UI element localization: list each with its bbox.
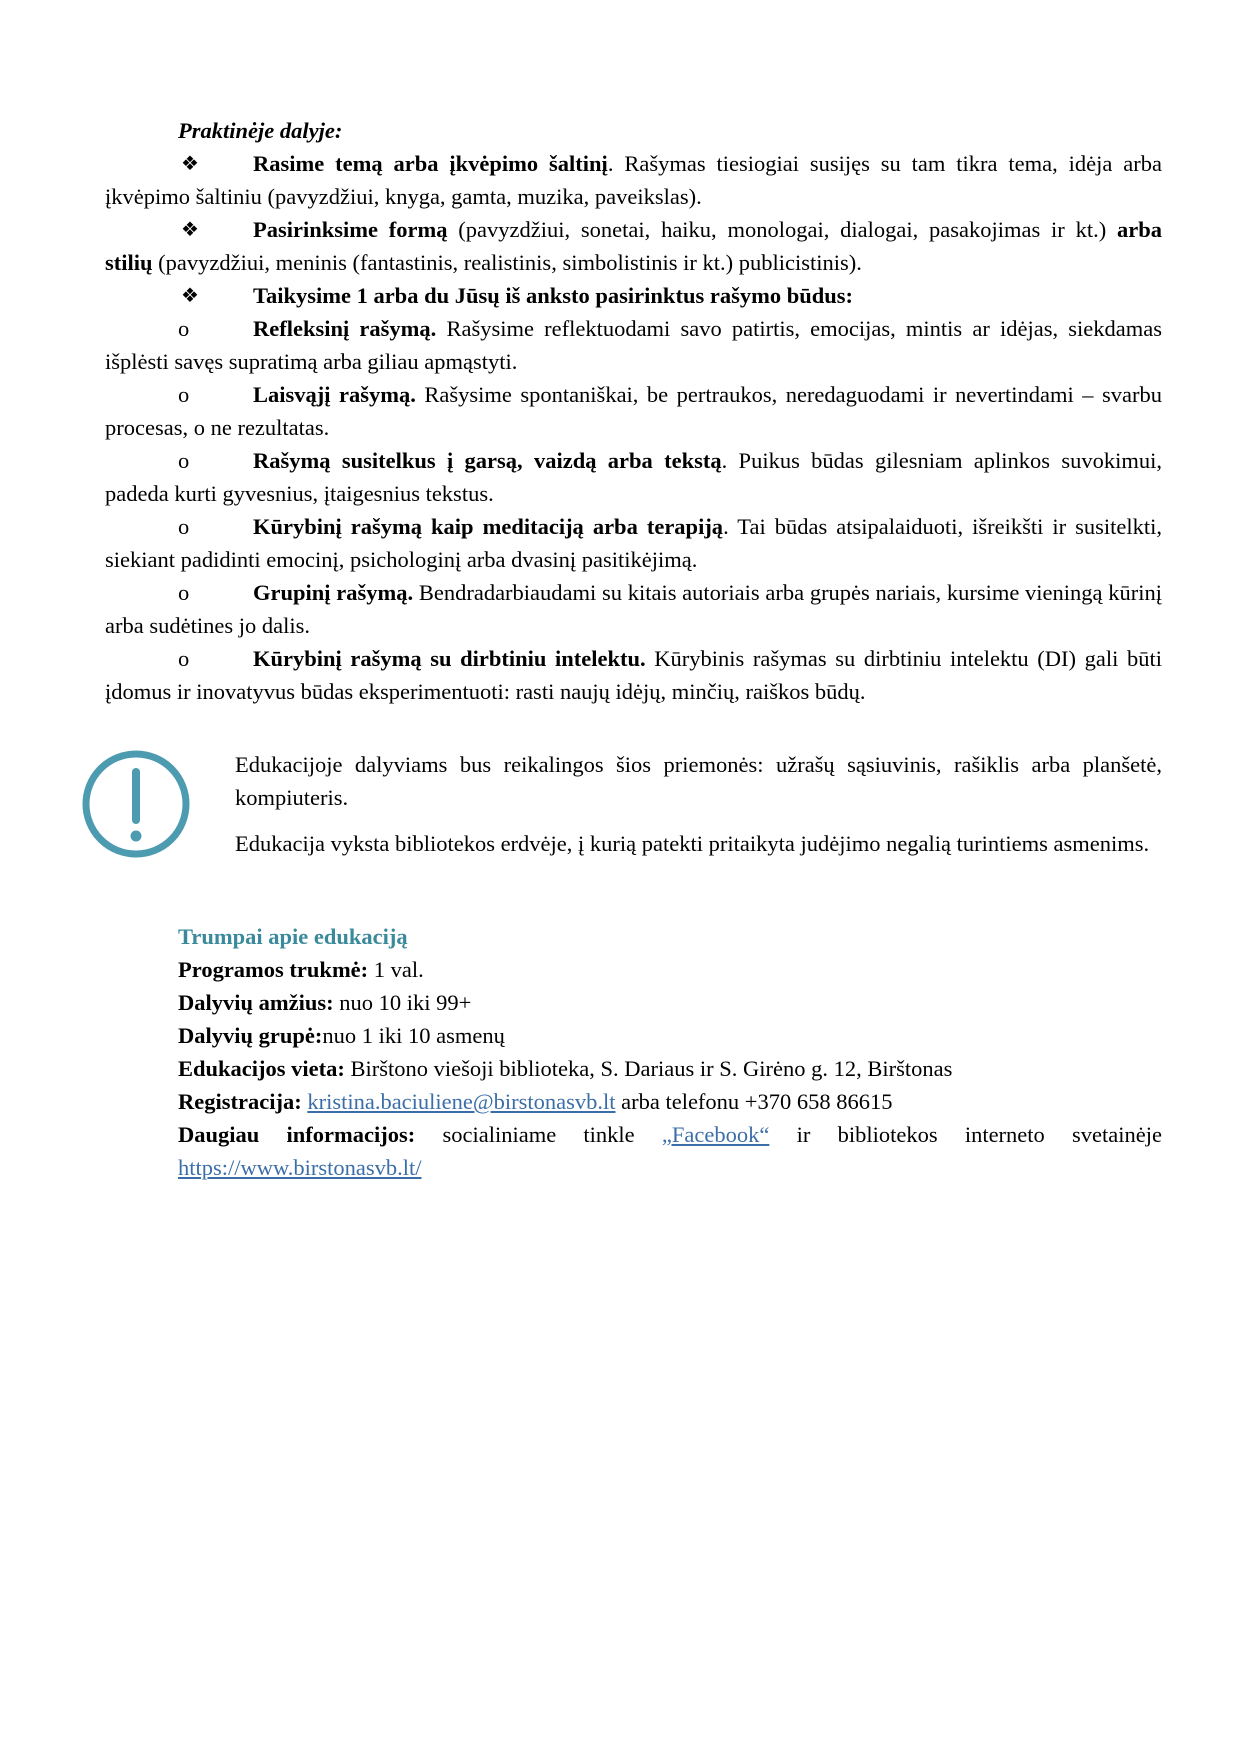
info-row: Daugiau informacijos: socialiniame tinkle „Facebook“ ir bibliotekos interneto svetainėje [178,1122,1162,1147]
facebook-link[interactable]: „Facebook“ [661,1122,770,1147]
duration-row: Programos trukmė: 1 val. [178,957,424,982]
list-item: o Kūrybinį rašymą kaip meditaciją arba terapiją. Tai būdas atsipalaiduoti, išreikšti ir susitelkti, siekiant padidinti emocinį, psichologinį arba dvasinį pasitikėjimą. [105,510,1162,576]
circle-bullet-icon: o [178,514,190,539]
notice-text [235,748,1162,873]
circle-bullet-icon: o [178,448,190,473]
summary-section [178,920,1162,1184]
registration-row: Registracija: kristina.baciuliene@birstonasvb.lt arba telefonu +370 658 86615 [178,1089,893,1114]
summary-title: Trumpai apie edukaciją [178,924,408,949]
notice-box [80,748,1162,888]
registration-email-link[interactable]: kristina.baciuliene@birstonasvb.lt [307,1089,616,1114]
list-item: o Rašymą susitelkus į garsą, vaizdą arba tekstą. Puikus būdas gilesniam aplinkos suvokimui, padeda kurti gyvesnius, įtaigesnius tekstus. [105,444,1162,510]
exclamation-circle-icon [80,748,192,860]
diamond-bullet-icon: ❖ [181,151,199,175]
group-row: Dalyvių grupė:nuo 1 iki 10 asmenų [178,1023,505,1048]
list-item: ❖ Rasime temą arba įkvėpimo šaltinį. Rašymas tiesiogiai susijęs su tam tikra tema, idėja arba įkvėpimo šaltiniu (pavyzdžiui, knyga, gamta, muzika, paveikslas). [105,147,1162,213]
list-item: o Kūrybinį rašymą su dirbtiniu intelektu. Kūrybinis rašymas su dirbtiniu intelektu (DI) gali būti įdomus ir inovatyvus būdas eksperimentuoti: rasti naujų idėjų, minčių, raiškos būdų. [105,642,1162,708]
list-item: o Refleksinį rašymą. Rašysime reflektuodami savo patirtis, emocijas, mintis ar idėjas, siekdamas išplėsti savęs supratimą arba giliau apmąstyti. [105,312,1162,378]
notice-paragraph: Edukacijoje dalyviams bus reikalingos šios priemonės: užrašų sąsiuvinis, rašiklis arba planšetė, kompiuteris. [235,752,1162,810]
circle-bullet-icon: o [178,580,190,605]
website-link[interactable]: https://www.birstonasvb.lt/ [178,1155,422,1180]
circle-bullet-icon: o [178,382,190,407]
list-item: ❖ Pasirinksime formą (pavyzdžiui, sonetai, haiku, monologai, dialogai, pasakojimas ir kt.) arba stilių (pavyzdžiui, meninis (fantastinis, realistinis, simbolistinis ir kt.) publicistinis). [105,213,1162,279]
diamond-bullet-icon: ❖ [181,283,199,307]
website-row [178,1151,1162,1184]
place-row: Edukacijos vieta: Birštono viešoji biblioteka, S. Dariaus ir S. Girėno g. 12, Birštonas [178,1056,953,1081]
list-item: o Grupinį rašymą. Bendradarbiaudami su kitais autoriais arba grupės nariais, kursime vieningą kūrinį arba sudėtines jo dalis. [105,576,1162,642]
practice-section [105,114,1162,708]
notice-paragraph: Edukacija vyksta bibliotekos erdvėje, į kurią patekti pritaikyta judėjimo negalią turintiems asmenims. [235,831,1150,856]
circle-bullet-icon: o [178,316,190,341]
section-heading: Praktinėje dalyje: [178,118,343,143]
list-item: ❖ Taikysime 1 arba du Jūsų iš anksto pasirinktus rašymo būdus: [105,279,1162,312]
diamond-bullet-icon: ❖ [181,217,199,241]
list-item: o Laisvąjį rašymą. Rašysime spontaniškai, be pertraukos, neredaguodami ir nevertindami – svarbu procesas, o ne rezultatas. [105,378,1162,444]
age-row: Dalyvių amžius: nuo 10 iki 99+ [178,990,472,1015]
circle-bullet-icon: o [178,646,190,671]
